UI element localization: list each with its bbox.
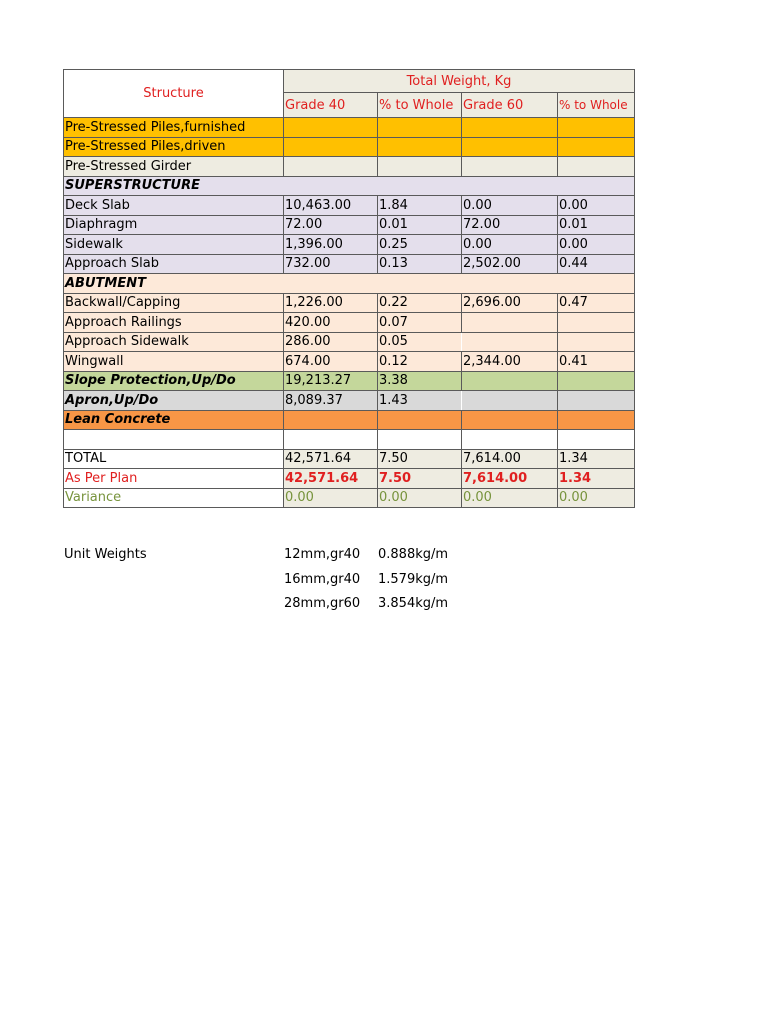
as-per-plan-row [64, 469, 635, 489]
table-row [64, 254, 635, 274]
variance-row [64, 488, 635, 508]
grade60-cell: 0.00 [462, 196, 558, 216]
table-row [64, 137, 635, 157]
grade40-header: Grade 40 [284, 93, 378, 118]
grade40-cell [284, 118, 378, 138]
row-label: Approach Sidewalk [64, 332, 284, 352]
table-row [64, 196, 635, 216]
pct60-cell: 0.00 [558, 488, 635, 508]
row-label: Approach Railings [64, 313, 284, 333]
grade40-cell: 1,396.00 [284, 235, 378, 255]
section-title: SUPERSTRUCTURE [64, 176, 635, 196]
pct40-cell: 7.50 [378, 449, 462, 469]
pct40-cell: 1.43 [378, 391, 462, 411]
pct60-cell [558, 371, 635, 391]
unit-weight-value: 1.579kg/m [378, 572, 449, 587]
pct40-cell: 3.38 [378, 371, 462, 391]
pct60-cell [558, 430, 635, 450]
row-label: Wingwall [64, 352, 284, 372]
pct60-cell [558, 118, 635, 138]
grade40-cell: 1,226.00 [284, 293, 378, 313]
table-row [64, 215, 635, 235]
pct60-cell: 0.00 [558, 235, 635, 255]
pct40-cell: 0.00 [378, 488, 462, 508]
grade60-cell [462, 371, 558, 391]
grade40-cell [284, 157, 378, 177]
grade60-cell: 7,614.00 [462, 469, 558, 489]
table-row [64, 157, 635, 177]
unit-weight-bar: 16mm,gr40 [284, 572, 361, 587]
row-label [64, 430, 284, 450]
grade60-cell [462, 118, 558, 138]
pct40-cell [378, 137, 462, 157]
row-label: Deck Slab [64, 196, 284, 216]
pct40-cell [378, 410, 462, 430]
table-row [64, 118, 635, 138]
grade40-cell: 8,089.37 [284, 391, 378, 411]
row-label: Sidewalk [64, 235, 284, 255]
unit-weight-value: 3.854kg/m [378, 596, 449, 611]
row-label: Pre-Stressed Piles,driven [64, 137, 284, 157]
grade40-cell: 420.00 [284, 313, 378, 333]
grade40-cell: 19,213.27 [284, 371, 378, 391]
row-label: Backwall/Capping [64, 293, 284, 313]
row-label: Variance [64, 488, 284, 508]
pct60-cell: 0.41 [558, 352, 635, 372]
section-row-abutment [64, 274, 635, 294]
grade40-cell: 286.00 [284, 332, 378, 352]
grade40-cell [284, 137, 378, 157]
table-row [64, 313, 635, 333]
grade40-cell: 0.00 [284, 488, 378, 508]
grade60-cell: 7,614.00 [462, 449, 558, 469]
pct40-cell [378, 118, 462, 138]
grade60-cell: 0.00 [462, 488, 558, 508]
grade40-cell: 732.00 [284, 254, 378, 274]
pct60-cell [558, 410, 635, 430]
grade40-cell: 674.00 [284, 352, 378, 372]
table-row [64, 371, 635, 391]
pct60-cell: 1.34 [558, 449, 635, 469]
grade60-cell: 0.00 [462, 235, 558, 255]
row-label: Diaphragm [64, 215, 284, 235]
section-row-superstructure [64, 176, 635, 196]
row-label: Apron,Up/Do [64, 391, 284, 411]
row-label: Pre-Stressed Piles,furnished [64, 118, 284, 138]
grade60-cell [462, 137, 558, 157]
pct40-cell: 7.50 [378, 469, 462, 489]
grade60-header: Grade 60 [462, 93, 558, 118]
pct60-cell [558, 332, 635, 352]
grade40-cell [284, 410, 378, 430]
header-row-1 [64, 70, 635, 93]
grade60-cell [462, 332, 558, 352]
grade60-cell: 72.00 [462, 215, 558, 235]
row-label: Approach Slab [64, 254, 284, 274]
grade60-cell [462, 430, 558, 450]
pct60-cell [558, 137, 635, 157]
grade60-cell [462, 391, 558, 411]
table-row [64, 332, 635, 352]
pct60-cell: 0.00 [558, 196, 635, 216]
pct40-cell: 0.05 [378, 332, 462, 352]
pct60-cell: 0.01 [558, 215, 635, 235]
pct40-cell: 0.25 [378, 235, 462, 255]
grade60-cell: 2,344.00 [462, 352, 558, 372]
unit-weight-bar: 28mm,gr60 [284, 596, 361, 611]
grade40-cell: 72.00 [284, 215, 378, 235]
row-label: As Per Plan [64, 469, 284, 489]
pct60-cell [558, 313, 635, 333]
rebar-weight-table [63, 69, 635, 508]
pct60-cell [558, 391, 635, 411]
grade40-cell [284, 430, 378, 450]
pct40-cell: 0.13 [378, 254, 462, 274]
row-label: Slope Protection,Up/Do [64, 371, 284, 391]
row-label: Pre-Stressed Girder [64, 157, 284, 177]
section-title: ABUTMENT [64, 274, 635, 294]
pct40-cell: 0.12 [378, 352, 462, 372]
table-row [64, 352, 635, 372]
row-label: TOTAL [64, 449, 284, 469]
pct40-cell: 1.84 [378, 196, 462, 216]
grade60-cell [462, 313, 558, 333]
pct60-cell: 1.34 [558, 469, 635, 489]
total-row [64, 449, 635, 469]
pct60-cell: 0.47 [558, 293, 635, 313]
total-weight-header: Total Weight, Kg [284, 70, 635, 93]
pct60-cell: 0.44 [558, 254, 635, 274]
grade40-cell: 42,571.64 [284, 449, 378, 469]
pct40-cell: 0.22 [378, 293, 462, 313]
blank-row [64, 430, 635, 450]
unit-weights-label: Unit Weights [64, 547, 147, 562]
table-row [64, 293, 635, 313]
pct40-cell [378, 157, 462, 177]
grade60-cell [462, 157, 558, 177]
grade60-cell: 2,696.00 [462, 293, 558, 313]
row-label: Lean Concrete [64, 410, 284, 430]
grade40-cell: 42,571.64 [284, 469, 378, 489]
pct40-cell: 0.07 [378, 313, 462, 333]
grade40-cell: 10,463.00 [284, 196, 378, 216]
pct40-cell [378, 430, 462, 450]
pct-whole-header-2: % to Whole [558, 93, 635, 118]
grade60-cell: 2,502.00 [462, 254, 558, 274]
pct-whole-header-1: % to Whole [378, 93, 462, 118]
grade60-cell [462, 410, 558, 430]
pct60-cell [558, 157, 635, 177]
table-row [64, 391, 635, 411]
table-row [64, 410, 635, 430]
pct40-cell: 0.01 [378, 215, 462, 235]
unit-weight-bar: 12mm,gr40 [284, 547, 361, 562]
structure-header: Structure [64, 70, 284, 118]
unit-weight-value: 0.888kg/m [378, 547, 449, 562]
table-row [64, 235, 635, 255]
